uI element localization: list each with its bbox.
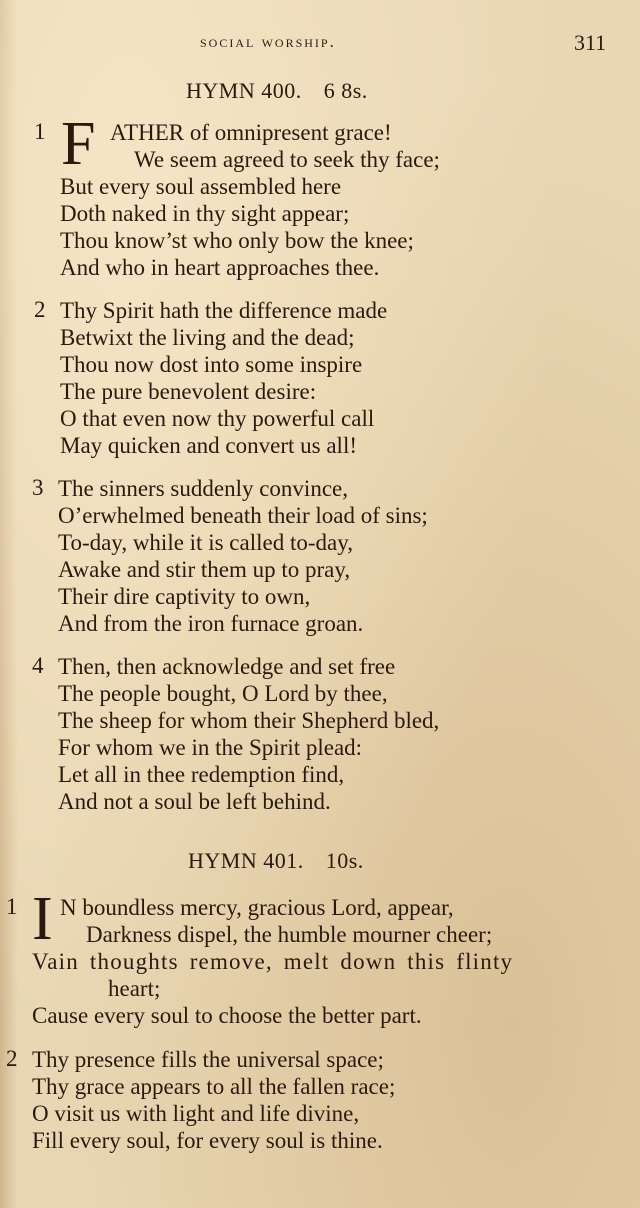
verse-line: O visit us with light and life divine, — [32, 1101, 360, 1126]
verse-line: N boundless mercy, gracious Lord, appear, — [60, 895, 454, 920]
verse-line: To-day, while it is called to-day, — [58, 530, 353, 555]
verse-line: But every soul assembled here — [60, 174, 342, 199]
verse-line: And from the iron furnace groan. — [58, 611, 364, 636]
hymn-400-meter: 6 8s. — [323, 78, 368, 103]
stanza-number: 3 — [32, 475, 44, 500]
verse-line: heart; — [108, 976, 161, 1001]
verse-line: Fill every soul, for every soul is thine. — [32, 1128, 383, 1153]
verse-line: Thou now dost into some inspire — [60, 352, 363, 377]
running-title: social worship. — [200, 32, 336, 51]
verse-line: Then, then acknowledge and set free — [58, 654, 396, 679]
stanza-number: 4 — [32, 653, 44, 678]
verse-line: Thy presence fills the universal space; — [32, 1047, 384, 1072]
hymn-401-number: HYMN 401. — [188, 848, 304, 873]
verse-line: Betwixt the living and the dead; — [60, 325, 355, 350]
verse-line: Darkness dispel, the humble mourner cheer; — [86, 922, 493, 947]
stanza — [58, 653, 439, 815]
verse-line: Thou know’st who only bow the knee; — [60, 228, 414, 253]
stanza — [32, 1046, 395, 1154]
verse-line: Doth naked in thy sight appear; — [60, 201, 350, 226]
stanza-number: 1 — [34, 119, 46, 144]
verse-line: And not a soul be left behind. — [58, 789, 331, 814]
stanza — [60, 110, 440, 281]
verse-line: Thy Spirit hath the difference made — [60, 298, 388, 323]
hymn-401-title — [188, 848, 364, 874]
hymn-401-meter: 10s. — [325, 848, 364, 873]
stanza — [58, 475, 428, 637]
hymn-400-number: HYMN 400. — [186, 78, 302, 103]
stanza-number: 2 — [34, 297, 46, 322]
verse-line: The sinners suddenly convince, — [58, 476, 348, 501]
verse-line: Cause every soul to choose the better part. — [32, 1003, 422, 1028]
page-number: 311 — [574, 30, 607, 55]
verse-line: May quicken and convert us all! — [60, 433, 357, 458]
verse-line: The people bought, O Lord by thee, — [58, 681, 388, 706]
drop-cap: F — [61, 110, 96, 178]
verse-line: We seem agreed to seek thy face; — [134, 147, 440, 172]
stanza-number: 1 — [6, 894, 18, 919]
verse-line: O that even now thy powerful call — [60, 406, 375, 431]
verse-line: Vain thoughts remove, melt down this flinty — [32, 949, 514, 974]
verse-line: Their dire captivity to own, — [58, 584, 311, 609]
stanza-number: 2 — [6, 1046, 18, 1071]
verse-line: The sheep for whom their Shepherd bled, — [58, 708, 440, 733]
stanza — [60, 297, 387, 459]
stanza — [32, 885, 514, 1029]
verse-line: O’erwhelmed beneath their load of sins; — [58, 503, 428, 528]
verse-line: The pure benevolent desire: — [60, 379, 317, 404]
verse-line: For whom we in the Spirit plead: — [58, 735, 363, 760]
verse-line: ATHER of omnipresent grace! — [110, 120, 392, 145]
verse-line: Awake and stir them up to pray, — [58, 557, 351, 582]
verse-line: Let all in thee redemption find, — [58, 762, 345, 787]
verse-line: And who in heart approaches thee. — [60, 255, 380, 280]
drop-cap: I — [32, 885, 53, 953]
hymn-400-title — [186, 78, 368, 104]
page-header — [0, 30, 640, 58]
verse-line: Thy grace appears to all the fallen race; — [32, 1074, 396, 1099]
